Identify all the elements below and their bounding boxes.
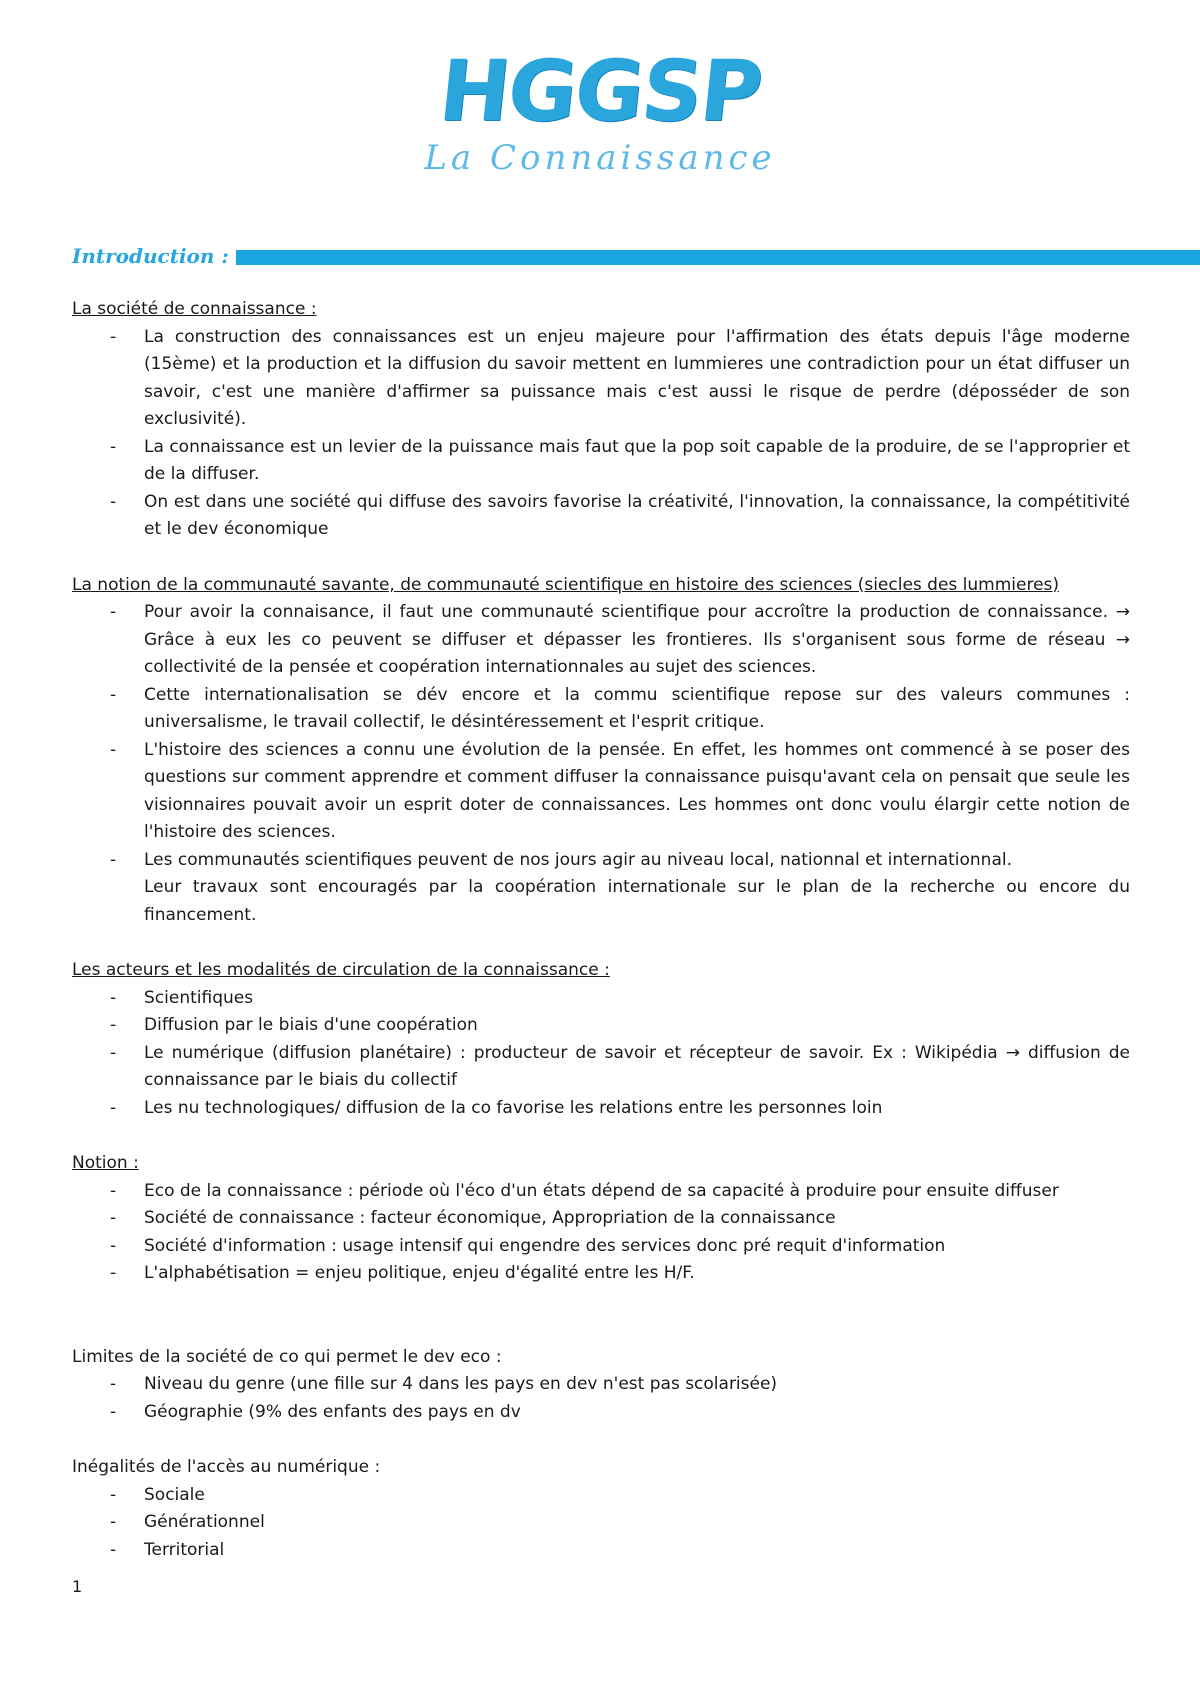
document-subtitle: La Connaissance (424, 138, 776, 178)
list-item: - Société de connaissance : facteur économique, Appropriation de la connaissance (72, 1205, 1130, 1233)
list-item: - Les nu technologiques/ diffusion de la co favorise les relations entre les personnes loin (72, 1095, 1130, 1123)
section-title-inegalites: Inégalités de l'accès au numérique : (72, 1457, 381, 1477)
list-item: - Géographie (9% des enfants des pays en dv (72, 1399, 1130, 1427)
section-list-societe-connaissance (72, 324, 1130, 544)
section-list-limites (72, 1371, 1130, 1426)
list-item: - Territorial (72, 1537, 1130, 1565)
section-title-societe-connaissance: La société de connaissance : (72, 299, 317, 319)
section-title-limites: Limites de la société de co qui permet le dev eco : (72, 1346, 502, 1367)
introduction-bar (236, 250, 1200, 265)
section-title-acteurs: Les acteurs et les modalités de circulation de la connaissance : (72, 960, 610, 980)
list-item: - Le numérique (diffusion planétaire) : producteur de savoir et récepteur de savoir. Ex : Wikipédia → diffusion de connaissance par le biais du collectif (72, 1040, 1130, 1095)
section-list-notion (72, 1178, 1130, 1288)
list-item: - L'alphabétisation = enjeu politique, enjeu d'égalité entre les H/F. (72, 1260, 1130, 1288)
list-item: - Société d'information : usage intensif qui engendre des services donc pré requit d'information (72, 1233, 1130, 1261)
list-item: - Les communautés scientifiques peuvent de nos jours agir au niveau local, nationnal et internationnal. (72, 847, 1130, 875)
list-item: - Pour avoir la connaisance, il faut une communauté scientifique pour accroître la production de connaissance. → Grâce à eux les co peuvent se diffuser et dépasser les frontieres. Ils s'organisent sous forme de réseau → collectivité de la pensée et coopération internationnales au sujet des sciences. (72, 599, 1130, 682)
section-title-notion: Notion : (72, 1153, 139, 1173)
list-item: - Cette internationalisation se dév encore et la commu scientifique repose sur des valeurs communes : universalisme, le travail collectif, le désintéressement et l'esprit critique. (72, 682, 1130, 737)
list-item: - Niveau du genre (une fille sur 4 dans les pays en dev n'est pas scolarisée) (72, 1371, 1130, 1399)
page-number: 1 (72, 1577, 83, 1596)
list-item-continuation: Leur travaux sont encouragés par la coopération internationale sur le plan de la recherche ou encore du financement. (144, 877, 1130, 925)
list-item: - Diffusion par le biais d'une coopération (72, 1012, 1130, 1040)
introduction-heading: Introduction : (72, 244, 229, 268)
hggsp-logo: HGGSP (434, 42, 766, 140)
section-list-acteurs (72, 985, 1130, 1123)
list-item: - Générationnel (72, 1509, 1130, 1537)
list-item: - On est dans une société qui diffuse des savoirs favorise la créativité, l'innovation, la connaissance, la compétitivité et le dev économique (72, 489, 1130, 544)
list-item: - Sociale (72, 1482, 1130, 1510)
list-item: - La connaissance est un levier de la puissance mais faut que la pop soit capable de la produire, de se l'approprier et de la diffuser. (72, 434, 1130, 489)
section-title-communaute-savante: La notion de la communauté savante, de communauté scientifique en histoire des sciences (siecles des lummieres) (72, 574, 1060, 595)
list-item: - La construction des connaissances est un enjeu majeure pour l'affirmation des états depuis l'âge moderne (15ème) et la production et la diffusion du savoir mettent en lummieres une contradiction pour un état diffuser un savoir, c'est une manière d'affirmer sa puissance mais c'est aussi le risque de perdre (déposséder de son exclusivité). (72, 324, 1130, 434)
section-list-communaute-savante (72, 599, 1130, 874)
list-item: - Eco de la connaissance : période où l'éco d'un états dépend de sa capacité à produire pour ensuite diffuser (72, 1178, 1130, 1206)
section-list-inegalites (72, 1482, 1130, 1565)
list-item: - Scientifiques (72, 985, 1130, 1013)
document-body (72, 296, 1130, 1564)
list-item: - L'histoire des sciences a connu une évolution de la pensée. En effet, les hommes ont commencé à se poser des questions sur comment apprendre et comment diffuser la connaissance puisqu'avant cela on pensait que seule les visionnaires pouvait avoir un esprit doter de connaissances. Les hommes ont donc voulu élargir cette notion de l'histoire des sciences. (72, 737, 1130, 847)
